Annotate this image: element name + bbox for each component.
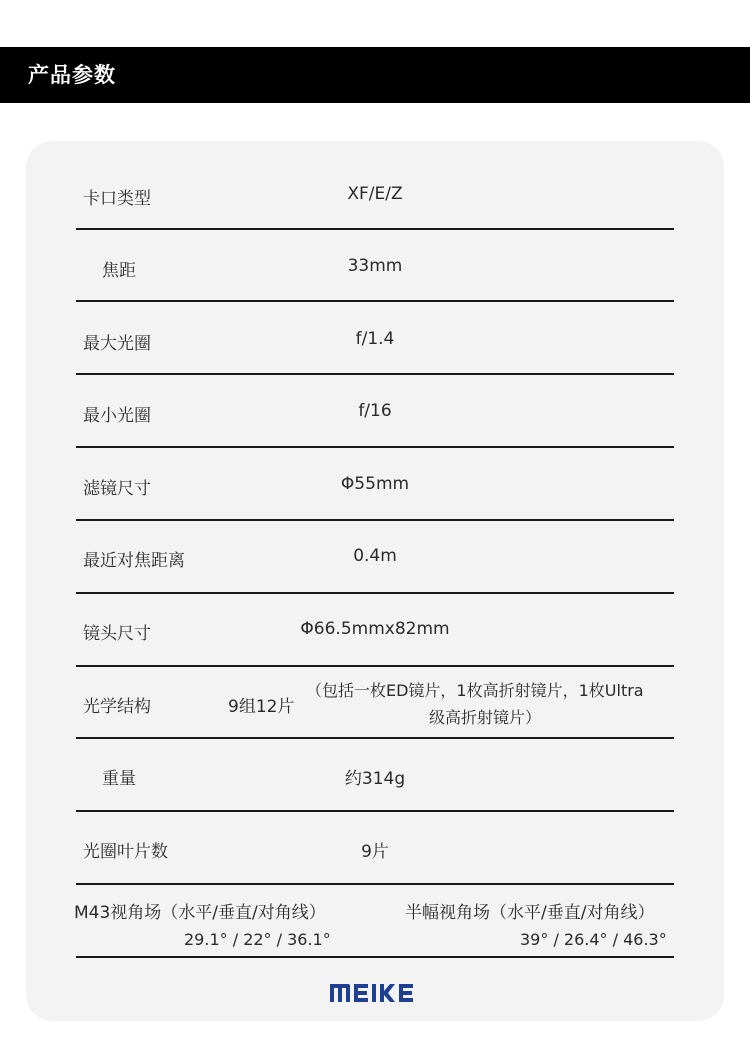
spec-label-focal-length: 焦距 [102, 261, 136, 281]
spec-value-min-aperture: f/16 [358, 401, 392, 421]
spec-value-min-focus: 0.4m [353, 546, 397, 566]
spec-label-weight: 重量 [102, 769, 136, 789]
spec-row-lens-size [76, 594, 674, 667]
spec-row-focal-length [76, 230, 674, 302]
spec-label-min-aperture: 最小光圈 [83, 406, 151, 426]
spec-row-fov [76, 885, 674, 958]
spec-note-optical-line2: 级高折射镜片） [429, 708, 542, 727]
spec-value-focal-length: 33mm [347, 256, 403, 276]
spec-value-blades: 9片 [361, 842, 389, 862]
spec-row-max-aperture [76, 302, 674, 375]
spec-value-mount: XF/E/Z [347, 184, 403, 204]
spec-value-optical-structure: 9组12片 [228, 697, 295, 717]
spec-row-min-aperture [76, 375, 674, 448]
spec-row-min-focus [76, 521, 674, 594]
spec-value-filter-size: Φ55mm [340, 474, 410, 494]
fov-apsc-value: 39° / 26.4° / 46.3° [520, 930, 667, 949]
spec-label-mount: 卡口类型 [83, 189, 151, 209]
spec-label-max-aperture: 最大光圈 [83, 334, 151, 354]
spec-row-filter-size [76, 448, 674, 521]
spec-row-mount [76, 160, 674, 230]
meike-logo [330, 980, 422, 1004]
spec-note-optical-line1: （包括一枚ED镜片，1枚高折射镜片，1枚Ultra [306, 681, 644, 700]
spec-label-optical-structure: 光学结构 [83, 697, 151, 717]
spec-label-blades: 光圈叶片数 [83, 842, 168, 862]
spec-label-lens-size: 镜头尺寸 [83, 624, 151, 644]
spec-row-weight [76, 739, 674, 812]
spec-label-filter-size: 滤镜尺寸 [83, 479, 151, 499]
fov-apsc-label: 半幅视角场（水平/垂直/对角线） [405, 903, 655, 923]
spec-label-min-focus: 最近对焦距离 [83, 551, 185, 571]
spec-value-max-aperture: f/1.4 [355, 329, 395, 349]
spec-row-optical-structure [76, 667, 674, 739]
fov-m43-value: 29.1° / 22° / 36.1° [184, 930, 331, 949]
spec-row-blades [76, 812, 674, 885]
page-title: 产品参数 [28, 63, 116, 87]
spec-value-weight: 约314g [344, 769, 406, 789]
fov-m43-label: M43视角场（水平/垂直/对角线） [74, 903, 326, 923]
spec-value-lens-size: Φ66.5mmx82mm [300, 619, 450, 639]
header-bar [0, 47, 750, 103]
